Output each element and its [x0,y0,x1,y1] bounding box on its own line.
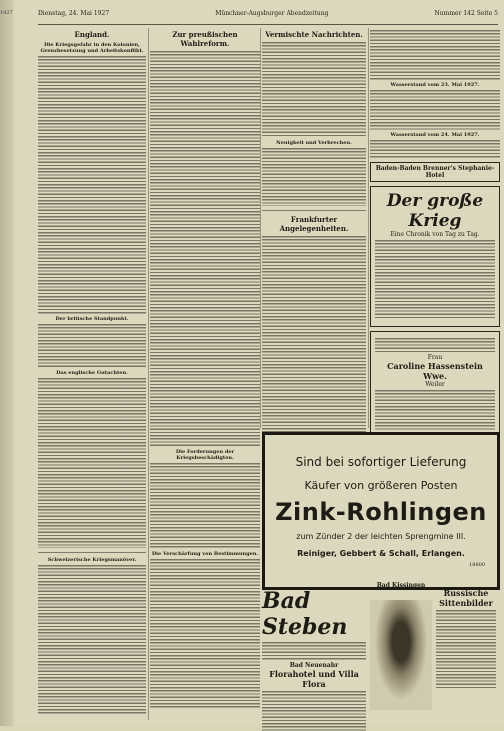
ad-line-4: zum Zünder 2 der leichten Sprengmine III. [296,532,466,541]
column-1 [38,28,146,717]
column-rule [368,28,369,428]
water-level-heading: Wasserstand vom 23. Mai 1927. [390,82,480,88]
hotel-ad-text: Baden-Baden Brenner's Stephanie-Hotel [375,165,495,179]
ad-line-2: Käufer von größeren Posten [304,479,458,492]
war-chronicle-subtitle: Eine Chronik von Tag zu Tag. [390,231,480,238]
florahotel-title: Florahotel und Villa Flora [269,669,359,689]
water-level-table [370,90,500,130]
ad-text [375,240,495,320]
steben-title: Bad Steben [262,588,348,640]
notice-place: Weiler [425,381,445,388]
article-text [150,51,260,447]
ad-text [436,610,496,690]
war-chronicle-ad [370,186,500,327]
war-chronicle-title: Der große Krieg [386,191,484,231]
section-heading: Die Forderungen der Kriegsbeschädigten. [175,449,235,461]
notice-text [375,390,495,430]
margin-mark: 1927 [0,10,13,16]
water-level-heading: Wasserstand vom 24. Mai 1927. [390,132,480,138]
article-title: Vermischte Nachrichten. [265,30,363,39]
article-text [150,463,260,549]
section-heading: Neuigkeit und Verbrechen. [276,140,352,146]
column-2 [150,28,260,711]
section-heading: Schweizerische Kriegsmanöver. [47,557,137,563]
ad-text [262,691,366,731]
ad-line-1: Sind bei sofortiger Lieferung [295,455,467,469]
header-date: Dienstag, 24. Mai 1927 [38,9,110,17]
article-text [38,324,146,368]
water-level-table [370,140,500,158]
header-page: Nummer 142 Seite 5 [434,9,498,17]
section-heading: Der britische Standpunkt. [55,316,129,322]
ad-code: 18800 [469,562,485,568]
steben-ad [262,588,366,720]
hotel-ad [370,162,500,182]
notice-label: Frau [427,354,443,361]
column-4 [370,28,500,437]
article-text [262,42,366,138]
death-notice [370,331,500,437]
column-3 [262,28,366,438]
article-subtitle: Die Kriegsgefahr in den Kolonien, Grenzbesetzung und Arbeitskonflikt. [40,42,144,54]
column-rule [148,28,149,720]
notice-name: Caroline Hassenstein [387,361,483,371]
column-rule [260,28,261,428]
article-text [370,30,500,80]
notice-text [375,338,495,352]
neuenahr-title: Bad Neuenahr [289,662,339,669]
article-text [38,378,146,548]
notice-suffix: Wwe. [423,371,447,381]
scan-edge [0,0,14,726]
article-title: Frankfurter Angelegenheiten. [279,215,349,233]
article-text [38,565,146,715]
section-heading: Die Verschärfung von Bestimmungen. [151,551,259,557]
page-header [38,2,498,25]
zink-ad [262,432,500,590]
section-heading: Das englische Gutachten. [56,370,128,376]
article-text [262,236,366,436]
ad-text [262,642,366,660]
divider [262,210,366,211]
kissingen-title: Bad Kissingen [376,582,426,589]
article-text [150,559,260,709]
russische-ad [436,588,496,720]
article-text [38,56,146,314]
article-title: England. [74,30,110,39]
article-text [262,148,366,206]
ad-company: Reiniger, Gebbert & Schall, Erlangen. [297,549,465,558]
divider [38,552,146,553]
article-title: Zur preußischen Wahlreform. [172,30,238,48]
portrait-image [370,600,432,710]
ad-headline: Zink-Rohlingen [275,498,487,526]
header-paper: Münchner-Augsburger Abendzeitung [215,9,329,17]
russische-title: Russische Sittenbilder [439,588,493,608]
